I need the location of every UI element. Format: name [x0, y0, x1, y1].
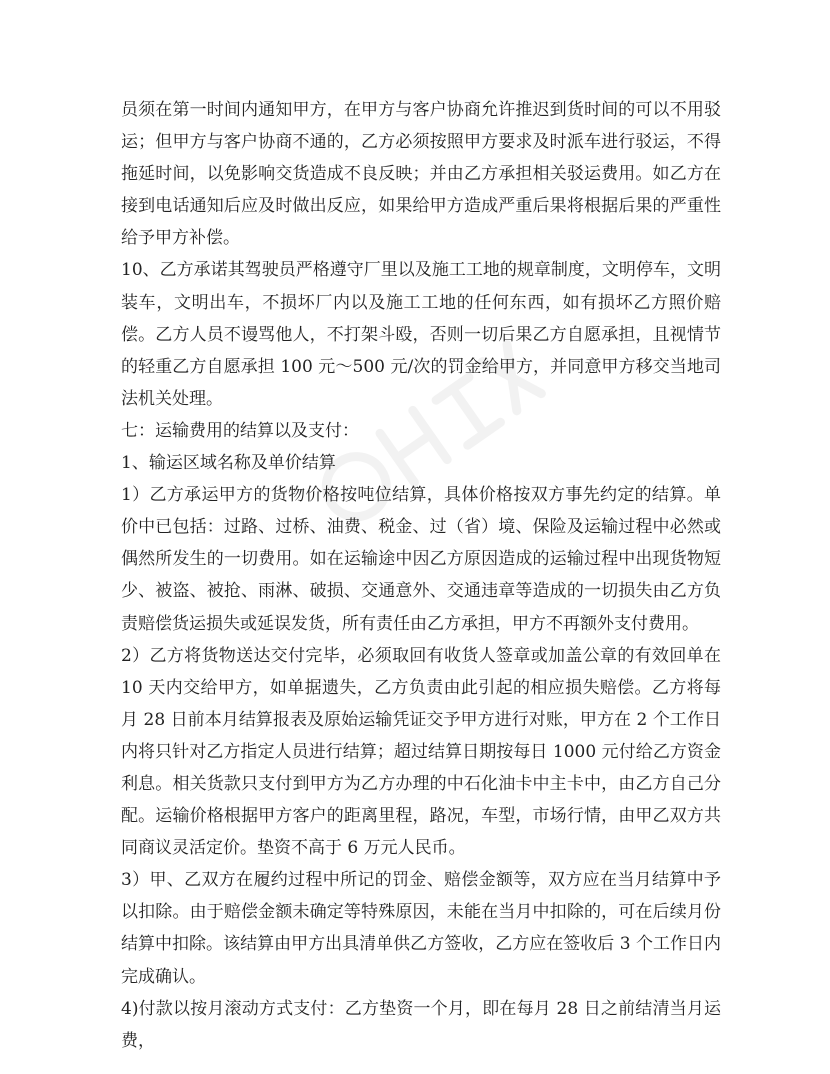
- paragraph-item-4: 4)付款以按月滚动方式支付：乙方垫资一个月，即在每月 28 日之前结清当月运费，: [121, 998, 721, 1051]
- paragraph-item-2: 2）乙方将货物送达交付完毕，必须取回有收货人签章或加盖公章的有效回单在 10 天内交给甲方，如单据遗失，乙方负责由此引起的相应损失赔偿。乙方将每月 28 日前本月结算报表及原始运输凭证交予甲方进行对账，甲方在 2 个工作日内将只针对乙方指定人员进行结算；超过结算日期按每日 1000 元付给乙方资金利息。相关货款只支付到甲方为乙方办理的中石化油卡中主卡中，由乙方自己分配。运输价格根据甲方客户的距离里程，路况，车型，市场行情，由甲乙双方共同商议灵活定价。垫资不高于 6 万元人民币。: [121, 645, 721, 859]
- section-heading-seven: 七：运输费用的结算以及支付：: [121, 420, 359, 441]
- document-body: [121, 94, 721, 1057]
- paragraph-item-3: 3）甲、乙双方在履约过程中所记的罚金、赔偿金额等，双方应在当月结算中予以扣除。由于赔偿金额未确定等特殊原因，未能在当月中扣除的，可在后续月份结算中扣除。该结算由甲方出具清单供乙方签收，乙方应在签收后 3 个工作日内完成确认。: [121, 870, 721, 987]
- paragraph-continuation: 员须在第一时间内通知甲方，在甲方与客户协商允许推迟到货时间的可以不用驳运；但甲方与客户协商不通的，乙方必须按照甲方要求及时派车进行驳运，不得拖延时间，以免影响交货造成不良反映；并由乙方承担相关驳运费用。如乙方在接到电话通知后应及时做出反应，如果给甲方造成严重后果将根据后果的严重性给予甲方补偿。: [121, 100, 721, 249]
- paragraph-clause-10: 10、乙方承诺其驾驶员严格遵守厂里以及施工工地的规章制度，文明停车，文明装车，文明出车，不损坏厂内以及施工工地的任何东西，如有损坏乙方照价赔偿。乙方人员不谩骂他人，不打架斗殴，否则一切后果乙方自愿承担，且视情节的轻重乙方自愿承担 100 元～500 元/次的罚金给甲方，并同意甲方移交当地司法机关处理。: [121, 260, 721, 409]
- subsection-heading-1: 1、输运区域名称及单价结算: [121, 453, 336, 474]
- paragraph-item-1: 1）乙方承运甲方的货物价格按吨位结算，具体价格按双方事先约定的结算。单价中已包括：过路、过桥、油费、税金、过（省）境、保险及运输过程中必然或偶然所发生的一切费用。如在运输途中因乙方原因造成的运输过程中出现货物短少、被盗、被抢、雨淋、破损、交通意外、交通违章等造成的一切损失由乙方负责赔偿货运损失或延误发货，所有责任由乙方承担，甲方不再额外支付费用。: [121, 485, 721, 634]
